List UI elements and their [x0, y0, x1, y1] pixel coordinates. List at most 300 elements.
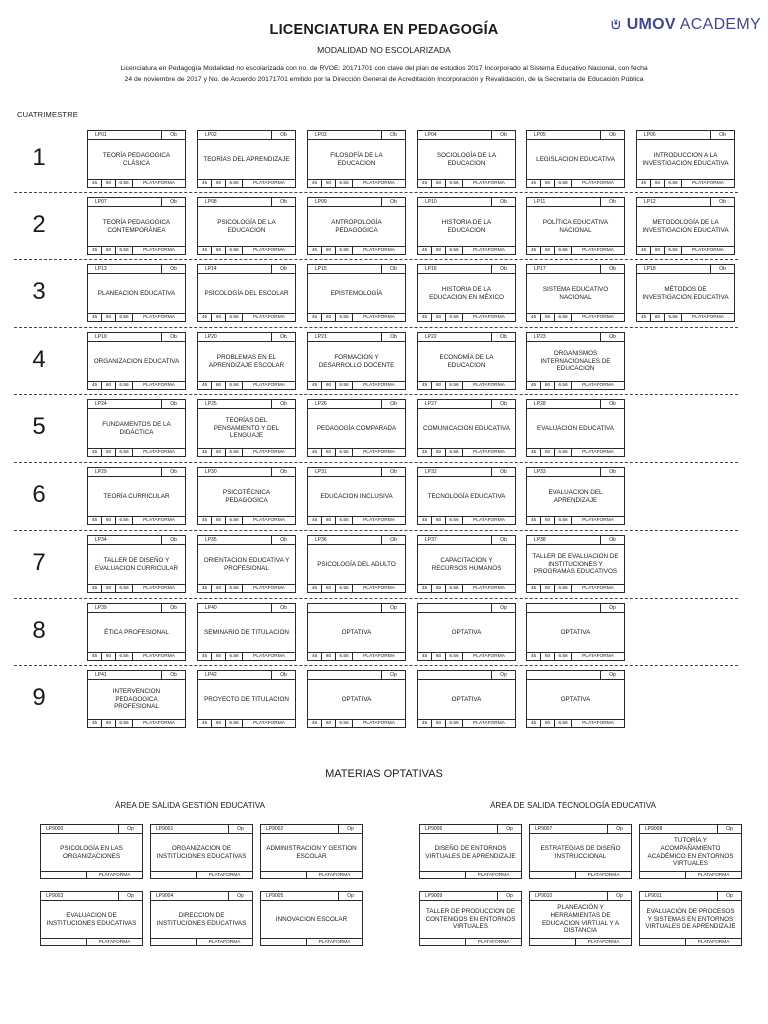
- course-card-header: [418, 536, 515, 545]
- course-card[interactable]: [87, 670, 186, 728]
- course-credits: 6.56: [555, 382, 572, 389]
- cuatrimestre-number: 2: [32, 211, 46, 238]
- course-mode: PLATAFORMA: [253, 181, 285, 186]
- course-mode: PLATAFORMA: [473, 181, 505, 186]
- course-mode: PLATAFORMA: [253, 383, 285, 388]
- course-name: INTERVENCION PEDAGOGICA PROFESIONAL: [112, 687, 161, 711]
- course-card-footer: [198, 313, 295, 321]
- course-hours-2: 60: [212, 382, 226, 389]
- course-card-footer: [198, 381, 295, 389]
- course-card-header: [308, 265, 405, 274]
- course-hours-1: 45: [308, 449, 322, 456]
- course-card-header: [88, 671, 185, 680]
- course-name: TUTORÍA Y ACOMPAÑAMIENTO ACADÉMICO EN ENTORNOS VIRTUALES: [647, 836, 734, 868]
- page-subtitle: MODALIDAD NO ESCOLARIZADA: [317, 45, 451, 55]
- course-card-header: [198, 400, 295, 409]
- course-type: Ob: [500, 266, 507, 272]
- course-card[interactable]: [197, 535, 296, 593]
- course-code: [418, 671, 492, 679]
- course-card-header: [420, 825, 521, 834]
- course-name: SISTEMA EDUCATIVO NACIONAL: [542, 285, 609, 301]
- course-card[interactable]: [636, 130, 735, 188]
- course-code: LP42: [198, 671, 272, 679]
- course-hours-2: 60: [212, 449, 226, 456]
- course-type: Ob: [719, 266, 726, 272]
- umov-academy-logo[interactable]: [611, 10, 761, 40]
- course-card-footer: [640, 871, 741, 879]
- course-mode: PLATAFORMA: [363, 586, 395, 591]
- course-mode: PLATAFORMA: [143, 181, 175, 186]
- course-type: Op: [500, 672, 507, 678]
- optional-course-card[interactable]: [260, 824, 363, 879]
- course-card-footer: [308, 584, 405, 592]
- course-name: CAPACITACION Y RECURSOS HUMANOS: [431, 556, 502, 572]
- course-hours-1: 45: [198, 180, 212, 187]
- course-card-footer: [308, 313, 405, 321]
- course-hours-1: 45: [527, 314, 541, 321]
- course-name: POLÍTICA EDUCATIVA NACIONAL: [542, 218, 609, 234]
- course-hours-2: 60: [322, 247, 336, 254]
- course-card[interactable]: [417, 197, 516, 255]
- course-type: Op: [500, 605, 507, 611]
- course-name: OPTATIVA: [341, 628, 372, 636]
- course-hours-1: 45: [198, 382, 212, 389]
- course-card[interactable]: [87, 399, 186, 457]
- course-type: Ob: [280, 537, 287, 543]
- course-card-header: [527, 198, 624, 207]
- course-card[interactable]: [307, 467, 406, 525]
- course-card-footer: [637, 313, 734, 321]
- course-type: Ob: [390, 334, 397, 340]
- course-card-footer: [261, 871, 362, 879]
- course-card[interactable]: [197, 332, 296, 390]
- course-card-header: [198, 131, 295, 140]
- course-card-footer: [418, 381, 515, 389]
- logo-text: [627, 16, 761, 34]
- course-card[interactable]: [417, 399, 516, 457]
- course-card-footer: [527, 179, 624, 187]
- course-mode: PLATAFORMA: [697, 873, 730, 878]
- course-mode: PLATAFORMA: [253, 654, 285, 659]
- course-card-footer: [527, 719, 624, 727]
- course-card-footer: [418, 584, 515, 592]
- course-hours-2: 60: [432, 314, 446, 321]
- course-card[interactable]: [417, 332, 516, 390]
- course-name: EVALUACION EDUCATIVA: [537, 424, 614, 432]
- course-mode: PLATAFORMA: [143, 315, 175, 320]
- course-card-header: [151, 892, 252, 901]
- course-card[interactable]: [197, 670, 296, 728]
- course-card-footer: [151, 871, 252, 879]
- course-card-header: [308, 604, 405, 613]
- course-mode: PLATAFORMA: [253, 518, 285, 523]
- course-hours-1: 45: [308, 382, 322, 389]
- course-type: Ob: [500, 401, 507, 407]
- course-card[interactable]: [87, 130, 186, 188]
- course-card[interactable]: [417, 535, 516, 593]
- course-type: Ob: [609, 469, 616, 475]
- course-credits: 6.56: [665, 247, 682, 254]
- course-hours-2: 60: [322, 517, 336, 524]
- course-card-footer: [88, 584, 185, 592]
- course-card-footer: [41, 871, 142, 879]
- course-type: Ob: [170, 469, 177, 475]
- course-card[interactable]: [87, 467, 186, 525]
- course-card[interactable]: [417, 670, 516, 728]
- course-footer-blank: [151, 872, 197, 879]
- course-card-footer: [198, 652, 295, 660]
- course-card-header: [637, 265, 734, 274]
- course-name: ECONOMÍA DE LA EDUCACION: [439, 353, 494, 369]
- course-credits: 6.56: [226, 382, 243, 389]
- optional-course-card[interactable]: [639, 891, 742, 946]
- course-name: OPTATIVA: [341, 695, 372, 703]
- course-mode: PLATAFORMA: [582, 518, 614, 523]
- course-credits: 6.56: [226, 180, 243, 187]
- course-card[interactable]: [307, 264, 406, 322]
- course-code: LP13: [88, 265, 162, 273]
- course-mode: PLATAFORMA: [253, 248, 285, 253]
- course-code: LP39: [88, 604, 162, 612]
- row-separator: [14, 665, 738, 666]
- course-type: Ob: [280, 132, 287, 138]
- course-card-footer: [308, 448, 405, 456]
- course-hours-2: 60: [212, 653, 226, 660]
- course-card[interactable]: [526, 264, 625, 322]
- course-mode: PLATAFORMA: [143, 518, 175, 523]
- course-card[interactable]: [526, 535, 625, 593]
- course-card[interactable]: [636, 197, 735, 255]
- optativas-title: MATERIAS OPTATIVAS: [325, 768, 443, 780]
- course-card-footer: [198, 246, 295, 254]
- course-card[interactable]: [197, 399, 296, 457]
- logo-suffix: ACADEMY: [675, 16, 761, 33]
- course-code: [308, 671, 382, 679]
- course-hours-1: 45: [198, 517, 212, 524]
- course-footer-blank: [41, 939, 87, 946]
- course-mode: PLATAFORMA: [587, 873, 620, 878]
- course-type: Ob: [500, 132, 507, 138]
- course-card[interactable]: [307, 399, 406, 457]
- course-card-footer: [88, 179, 185, 187]
- course-type: Ob: [609, 199, 616, 205]
- cuatrimestre-number: 7: [32, 549, 46, 576]
- course-card[interactable]: [526, 130, 625, 188]
- course-card-header: [88, 400, 185, 409]
- course-hours-1: 45: [88, 314, 102, 321]
- course-code: LP25: [198, 400, 272, 408]
- course-type: Op: [506, 826, 513, 832]
- optional-course-card[interactable]: [529, 824, 632, 879]
- course-card[interactable]: [417, 603, 516, 661]
- program-description: [110, 63, 658, 85]
- course-card[interactable]: [526, 467, 625, 525]
- course-card[interactable]: [417, 264, 516, 322]
- course-card[interactable]: [87, 332, 186, 390]
- course-card[interactable]: [307, 197, 406, 255]
- course-type: Op: [237, 893, 244, 899]
- course-card-header: [198, 536, 295, 545]
- course-name: SOCIOLOGÍA DE LA EDUCACION: [436, 151, 497, 167]
- course-code: LP11: [527, 198, 601, 206]
- optional-course-card[interactable]: [40, 891, 143, 946]
- course-hours-1: 45: [527, 720, 541, 727]
- course-credits: 6.56: [226, 653, 243, 660]
- course-hours-1: 45: [88, 247, 102, 254]
- course-type: Op: [609, 672, 616, 678]
- course-card-header: [637, 131, 734, 140]
- course-card-footer: [420, 871, 521, 879]
- course-card-footer: [88, 516, 185, 524]
- optional-course-card[interactable]: [40, 824, 143, 879]
- course-hours-1: 45: [527, 449, 541, 456]
- course-type: Ob: [170, 537, 177, 543]
- course-credits: 6.56: [336, 382, 353, 389]
- course-mode: PLATAFORMA: [363, 383, 395, 388]
- course-mode: PLATAFORMA: [143, 450, 175, 455]
- course-card[interactable]: [307, 332, 406, 390]
- course-credits: 6.56: [226, 585, 243, 592]
- course-name: PSICOLOGÍA DEL ESCOLAR: [204, 289, 289, 297]
- row-separator: [14, 530, 738, 531]
- course-type: Op: [390, 672, 397, 678]
- course-code: LP10: [418, 198, 492, 206]
- course-card[interactable]: [197, 467, 296, 525]
- course-type: Ob: [500, 537, 507, 543]
- course-code: LP24: [88, 400, 162, 408]
- course-hours-2: 60: [432, 720, 446, 727]
- course-card[interactable]: [526, 197, 625, 255]
- course-credits: 6.56: [116, 314, 133, 321]
- course-mode: PLATAFORMA: [363, 315, 395, 320]
- course-hours-2: 60: [102, 449, 116, 456]
- course-card-header: [88, 333, 185, 342]
- course-card-header: [198, 468, 295, 477]
- course-type: Ob: [609, 401, 616, 407]
- area-title: ÁREA DE SALIDA TECNOLOGÍA EDUCATIVA: [490, 801, 656, 810]
- course-card[interactable]: [417, 467, 516, 525]
- course-credits: 6.56: [446, 180, 463, 187]
- course-name: ADMINISTRACION Y GESTION ESCOLAR: [266, 844, 357, 860]
- course-name: PROBLEMAS EN EL APRENDIZAJE ESCOLAR: [208, 353, 285, 369]
- course-hours-1: 45: [637, 314, 651, 321]
- course-hours-2: 60: [102, 517, 116, 524]
- course-card-header: [418, 198, 515, 207]
- course-card[interactable]: [197, 603, 296, 661]
- logo-brand: UMOV: [626, 16, 676, 33]
- course-credits: 6.56: [116, 247, 133, 254]
- course-code: LP9003: [41, 892, 119, 900]
- course-card-footer: [418, 652, 515, 660]
- course-hours-1: 45: [198, 314, 212, 321]
- course-hours-2: 60: [322, 382, 336, 389]
- course-card-footer: [198, 179, 295, 187]
- course-mode: PLATAFORMA: [477, 940, 510, 945]
- course-hours-1: 45: [637, 247, 651, 254]
- course-card-header: [308, 536, 405, 545]
- course-type: Ob: [500, 199, 507, 205]
- course-card-header: [261, 892, 362, 901]
- course-code: LP30: [198, 468, 272, 476]
- course-name: TEORÍAS DEL APRENDIZAJE: [203, 155, 290, 163]
- course-hours-1: 45: [527, 585, 541, 592]
- course-card-footer: [198, 719, 295, 727]
- course-hours-2: 60: [322, 180, 336, 187]
- course-code: LP28: [527, 400, 601, 408]
- course-card[interactable]: [307, 130, 406, 188]
- course-hours-1: 45: [308, 517, 322, 524]
- course-card-header: [308, 468, 405, 477]
- course-name: EVALUACION DE INSTITUCIONES EDUCATIVAS: [46, 911, 137, 927]
- course-card-header: [198, 265, 295, 274]
- course-card[interactable]: [197, 197, 296, 255]
- course-card-header: [418, 333, 515, 342]
- course-mode: PLATAFORMA: [582, 383, 614, 388]
- course-card-footer: [527, 313, 624, 321]
- course-card-header: [88, 468, 185, 477]
- course-card[interactable]: [307, 670, 406, 728]
- course-hours-2: 60: [322, 314, 336, 321]
- course-card[interactable]: [307, 603, 406, 661]
- course-mode: PLATAFORMA: [477, 873, 510, 878]
- row-separator: [14, 462, 738, 463]
- optional-course-card[interactable]: [639, 824, 742, 879]
- course-card[interactable]: [87, 264, 186, 322]
- course-type: Op: [609, 605, 616, 611]
- course-card[interactable]: [526, 399, 625, 457]
- course-credits: 6.56: [336, 247, 353, 254]
- course-code: LP9004: [151, 892, 229, 900]
- course-credits: 6.56: [116, 449, 133, 456]
- course-card-header: [527, 671, 624, 680]
- course-card-footer: [261, 938, 362, 946]
- course-mode: PLATAFORMA: [582, 315, 614, 320]
- description-line-2: 24 de noviembre de 2017 y No. de Acuerdo 20171701 emitido por la Dirección General de Acreditación Incorporación y Revalidación, de la Secretaría de Educación Pública: [124, 76, 644, 83]
- course-mode: PLATAFORMA: [582, 450, 614, 455]
- course-card[interactable]: [526, 670, 625, 728]
- course-hours-2: 60: [212, 180, 226, 187]
- course-card[interactable]: [87, 197, 186, 255]
- course-type: Op: [616, 893, 623, 899]
- course-card[interactable]: [526, 603, 625, 661]
- course-hours-2: 60: [432, 517, 446, 524]
- course-card-footer: [418, 719, 515, 727]
- course-name: FUNDAMENTOS DE LA DIDÁCTICA: [102, 420, 171, 436]
- course-code: LP32: [418, 468, 492, 476]
- optional-course-card[interactable]: [419, 891, 522, 946]
- course-mode: PLATAFORMA: [208, 940, 241, 945]
- course-hours-1: 45: [418, 314, 432, 321]
- course-card-header: [198, 333, 295, 342]
- course-card[interactable]: [197, 264, 296, 322]
- optional-course-card[interactable]: [529, 891, 632, 946]
- optional-course-card[interactable]: [419, 824, 522, 879]
- course-card-footer: [88, 381, 185, 389]
- course-hours-1: 45: [527, 382, 541, 389]
- course-card[interactable]: [526, 332, 625, 390]
- course-card-footer: [198, 448, 295, 456]
- course-hours-2: 60: [102, 382, 116, 389]
- course-code: LP34: [88, 536, 162, 544]
- course-hours-1: 45: [308, 247, 322, 254]
- course-hours-2: 60: [651, 314, 665, 321]
- course-name: ORGANIZACION DE INSTITUCIONES EDUCATIVAS: [156, 844, 247, 860]
- course-hours-1: 45: [308, 653, 322, 660]
- course-mode: PLATAFORMA: [363, 181, 395, 186]
- cuatrimestre-number: 9: [32, 684, 46, 711]
- course-code: LP37: [418, 536, 492, 544]
- course-type: Ob: [280, 266, 287, 272]
- optional-course-card[interactable]: [260, 891, 363, 946]
- course-mode: PLATAFORMA: [363, 721, 395, 726]
- course-card[interactable]: [87, 535, 186, 593]
- course-credits: 6.56: [226, 314, 243, 321]
- course-code: LP23: [527, 333, 601, 341]
- course-code: LP16: [418, 265, 492, 273]
- course-credits: 6.56: [446, 517, 463, 524]
- course-card[interactable]: [417, 130, 516, 188]
- course-code: LP41: [88, 671, 162, 679]
- course-code: LP26: [308, 400, 382, 408]
- course-hours-2: 60: [322, 449, 336, 456]
- course-hours-1: 45: [418, 247, 432, 254]
- course-card[interactable]: [307, 535, 406, 593]
- course-card-footer: [640, 938, 741, 946]
- course-name: INTRODUCCION A LA INVESTIGACION EDUCATIVA: [642, 151, 729, 167]
- course-card-header: [420, 892, 521, 901]
- course-card-footer: [41, 938, 142, 946]
- course-card-header: [151, 825, 252, 834]
- course-card-footer: [420, 938, 521, 946]
- course-hours-2: 60: [102, 720, 116, 727]
- course-mode: PLATAFORMA: [692, 315, 724, 320]
- cuatrimestre-number: 8: [32, 617, 46, 644]
- course-card[interactable]: [636, 264, 735, 322]
- optional-course-card[interactable]: [150, 824, 253, 879]
- row-separator: [14, 394, 738, 395]
- course-hours-1: 45: [527, 517, 541, 524]
- course-mode: PLATAFORMA: [143, 586, 175, 591]
- course-card[interactable]: [87, 603, 186, 661]
- row-separator: [14, 327, 738, 328]
- course-code: LP08: [198, 198, 272, 206]
- course-code: [527, 671, 601, 679]
- course-hours-1: 45: [198, 585, 212, 592]
- course-mode: PLATAFORMA: [253, 586, 285, 591]
- course-credits: 6.56: [116, 517, 133, 524]
- course-name: TECNOLOGÍA EDUCATIVA: [427, 492, 506, 500]
- course-hours-1: 45: [527, 653, 541, 660]
- course-hours-2: 60: [102, 585, 116, 592]
- course-card-header: [530, 892, 631, 901]
- course-card-header: [88, 536, 185, 545]
- course-footer-blank: [530, 939, 576, 946]
- optional-course-card[interactable]: [150, 891, 253, 946]
- course-credits: 6.56: [446, 653, 463, 660]
- course-hours-2: 60: [541, 517, 555, 524]
- course-hours-1: 45: [88, 382, 102, 389]
- course-name: OPTATIVA: [560, 695, 591, 703]
- cuatrimestre-number: 5: [32, 413, 46, 440]
- course-type: Ob: [500, 469, 507, 475]
- course-credits: 6.56: [446, 720, 463, 727]
- course-mode: PLATAFORMA: [692, 181, 724, 186]
- course-type: Ob: [170, 605, 177, 611]
- course-footer-blank: [41, 872, 87, 879]
- course-code: LP05: [527, 131, 601, 139]
- course-footer-blank: [640, 872, 686, 879]
- course-card[interactable]: [197, 130, 296, 188]
